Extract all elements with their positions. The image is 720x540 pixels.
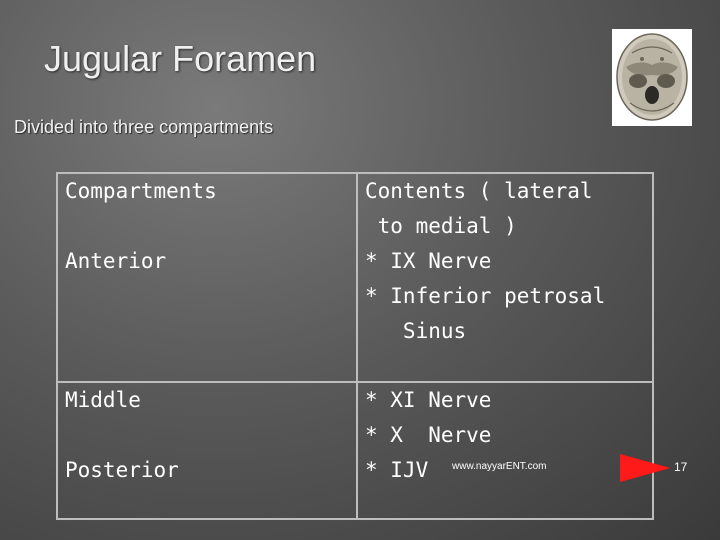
cell-text: Middle [65,388,141,412]
slide-title: Jugular Foramen [44,38,317,79]
cell-text: Contents ( lateral [365,179,593,203]
cell-text: Posterior [65,458,179,482]
table-cell-contents [357,173,653,382]
cell-text [58,209,356,244]
cell-text: * IJV [365,458,429,482]
cell-text [58,314,356,349]
cell-text [58,418,356,453]
compartments-table [56,172,654,520]
slide-subtitle: Divided into three compartments [14,117,274,137]
cell-text: Anterior [65,249,167,273]
table-row [57,382,653,519]
table-cell-compartment [57,382,357,519]
footer-url: www.nayyarENT.com [452,461,547,472]
table-cell-contents [357,382,653,519]
skull-icon [612,29,692,126]
cell-text: * Inferior petrosal [365,284,606,308]
table-row [57,173,653,382]
page-number: 17 [674,460,688,474]
cell-text: * XI Nerve [365,388,492,412]
cell-text: to medial ) [365,214,517,238]
cell-text: * X Nerve [365,423,492,447]
cell-text: * IX Nerve [365,249,492,273]
table-cell-compartment [57,173,357,382]
cell-text: Sinus [365,319,467,343]
cell-text [58,279,356,314]
cell-text: Compartments [65,179,217,203]
red-arrow-icon [620,452,670,484]
skull-base-image [612,29,692,126]
